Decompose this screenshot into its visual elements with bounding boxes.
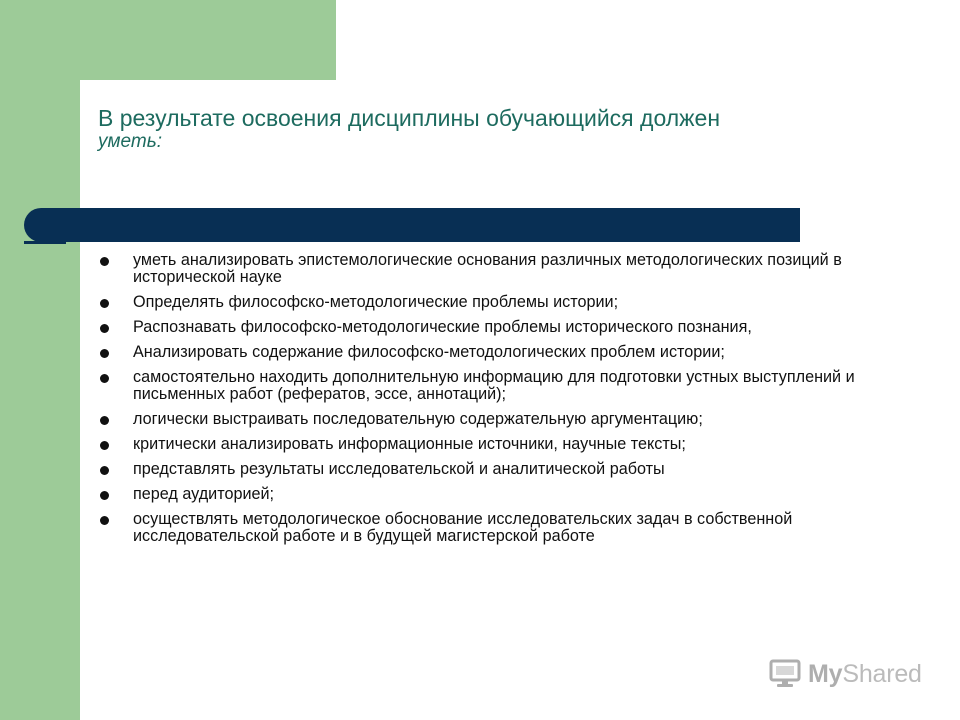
navy-divider-notch [24,241,66,244]
list-item-text: представлять результаты исследовательской и аналитической работы [133,460,665,478]
bullet-dot-icon [100,374,109,383]
list-item [100,369,900,403]
list-item-text: критически анализировать информационные источники, научные тексты; [133,435,686,453]
green-top-corner [0,0,336,80]
list-item [100,252,900,286]
list-item [100,319,900,336]
list-item [100,511,900,545]
list-item [100,294,900,311]
bullet-dot-icon [100,257,109,266]
list-item [100,344,900,361]
list-item-text: Распознавать философско-методологические проблемы исторического познания, [133,318,752,336]
bullet-dot-icon [100,441,109,450]
slide-title [98,106,918,152]
bullet-dot-icon [100,491,109,500]
list-item-text: самостоятельно находить дополнительную информацию для подготовки устных выступлений и письменных работ (рефератов, эссе, аннотаций); [133,368,855,403]
watermark-text [808,660,922,689]
bullet-dot-icon [100,466,109,475]
bullet-list [100,252,900,553]
list-item-text: осуществлять методологическое обоснование исследовательских задач в собственной исследовательской работе и в будущей магистерской работе [133,510,793,545]
list-item [100,486,900,503]
monitor-icon [768,659,802,689]
bullet-dot-icon [100,324,109,333]
list-item [100,461,900,478]
list-item-text: перед аудиторией; [133,485,275,503]
green-side-band [0,0,80,720]
list-item-text: уметь анализировать эпистемологические основания различных методологических позиций в исторической науке [133,251,842,286]
myshared-watermark [768,656,922,692]
slide-title-emphasis: уметь: [98,131,162,153]
list-item-text: Анализировать содержание философско-методологических проблем истории; [133,343,725,361]
bullet-dot-icon [100,516,109,525]
watermark-text-my: My [808,659,843,688]
navy-divider-bar [24,208,800,242]
bullet-dot-icon [100,416,109,425]
list-item-text: Определять философско-методологические проблемы истории; [133,293,619,311]
list-item [100,411,900,428]
list-item [100,436,900,453]
bullet-dot-icon [100,299,109,308]
slide-title-main: В результате освоения дисциплины обучающийся должен [98,105,721,131]
list-item-text: логически выстраивать последовательную содержательную аргументацию; [133,410,703,428]
watermark-text-shared: Shared [842,659,922,688]
bullet-dot-icon [100,349,109,358]
